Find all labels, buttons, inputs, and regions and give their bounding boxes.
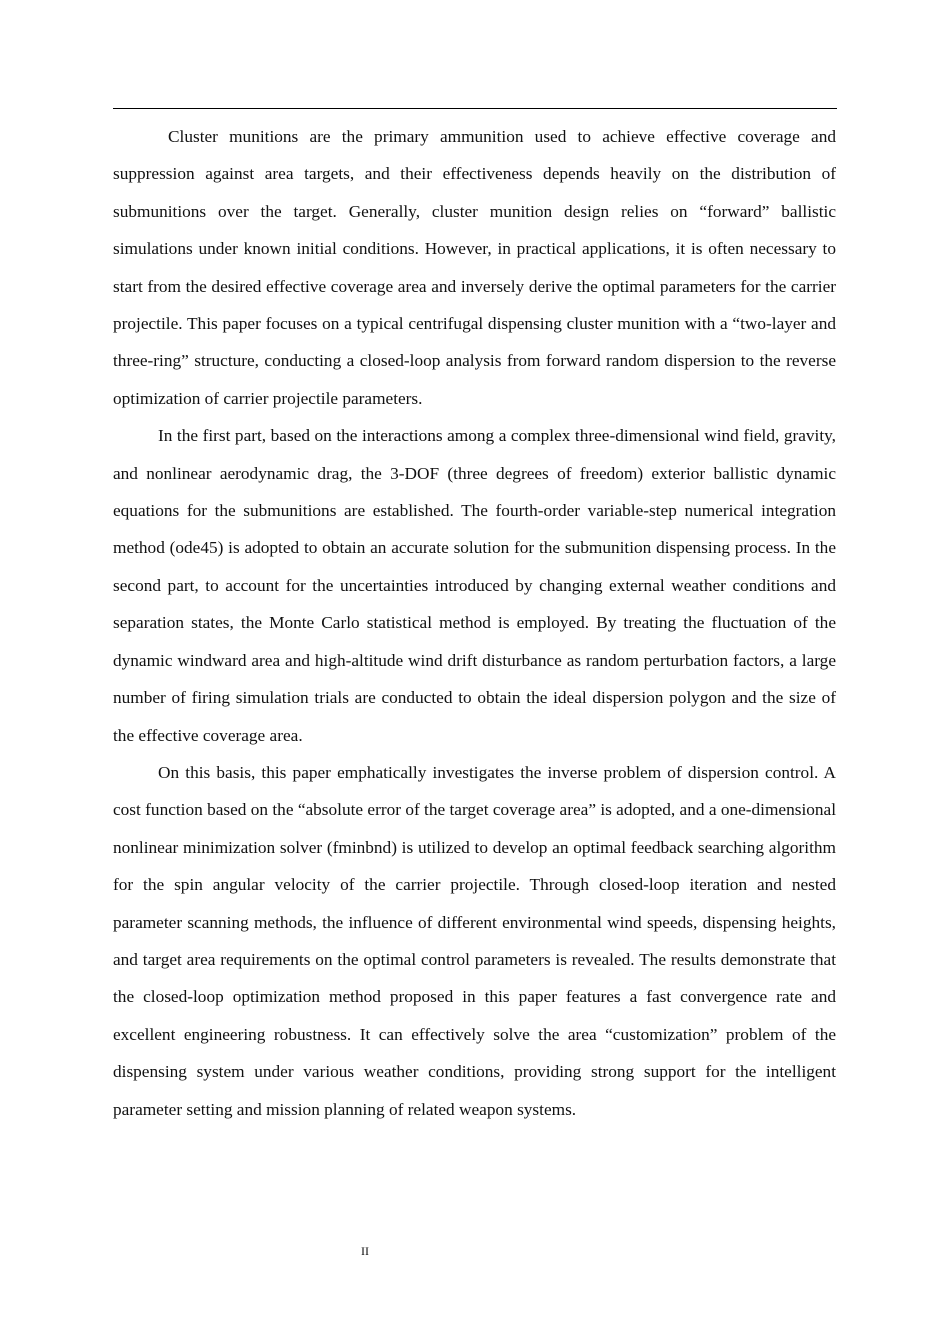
paragraph-3: On this basis, this paper emphatically investigates the inverse problem of dispersion control. A cost function based on the “absolute error of the target coverage area” is adopted, and a one-dimensional nonlinear minimization solver (fminbnd) is utilized to develop an optimal feedback searching algorithm for the spin angular velocity of the carrier projectile. Through closed-loop iteration and nested parameter scanning methods, the influence of different environmental wind speeds, dispensing heights, and target area requirements on the optimal control parameters is revealed. The results demonstrate that the closed-loop optimization method proposed in this paper features a fast convergence rate and excellent engineering robustness. It can effectively solve the area “customization” problem of the dispensing system under various weather conditions, providing strong support for the intelligent parameter setting and mission planning of related weapon systems. xyxy=(113,762,836,1119)
page-number: II xyxy=(361,1244,369,1258)
header-rule xyxy=(113,108,837,109)
paragraph-1: Cluster munitions are the primary ammunition used to achieve effective coverage and suppression against area targets, and their effectiveness depends heavily on the distribution of submunitions over the target. Generally, cluster munition design relies on “forward” ballistic simulations under known initial conditions. However, in practical applications, it is often necessary to start from the desired effective coverage area and inversely derive the optimal parameters for the carrier projectile. This paper focuses on a typical centrifugal dispensing cluster munition with a “two-layer and three-ring” structure, conducting a closed-loop analysis from forward random dispersion to the reverse optimization of carrier projectile parameters. xyxy=(113,127,836,408)
abstract-body xyxy=(113,118,836,1128)
paragraph-2: In the first part, based on the interactions among a complex three-dimensional wind field, gravity, and nonlinear aerodynamic drag, the 3-DOF (three degrees of freedom) exterior ballistic dynamic equations for the submunitions are established. The fourth-order variable-step numerical integration method (ode45) is adopted to obtain an accurate solution for the submunition dispensing process. In the second part, to account for the uncertainties introduced by changing external weather conditions and separation states, the Monte Carlo statistical method is employed. By treating the fluctuation of the dynamic windward area and high-altitude wind drift disturbance as random perturbation factors, a large number of firing simulation trials are conducted to obtain the ideal dispersion polygon and the size of the effective coverage area. xyxy=(113,426,836,745)
